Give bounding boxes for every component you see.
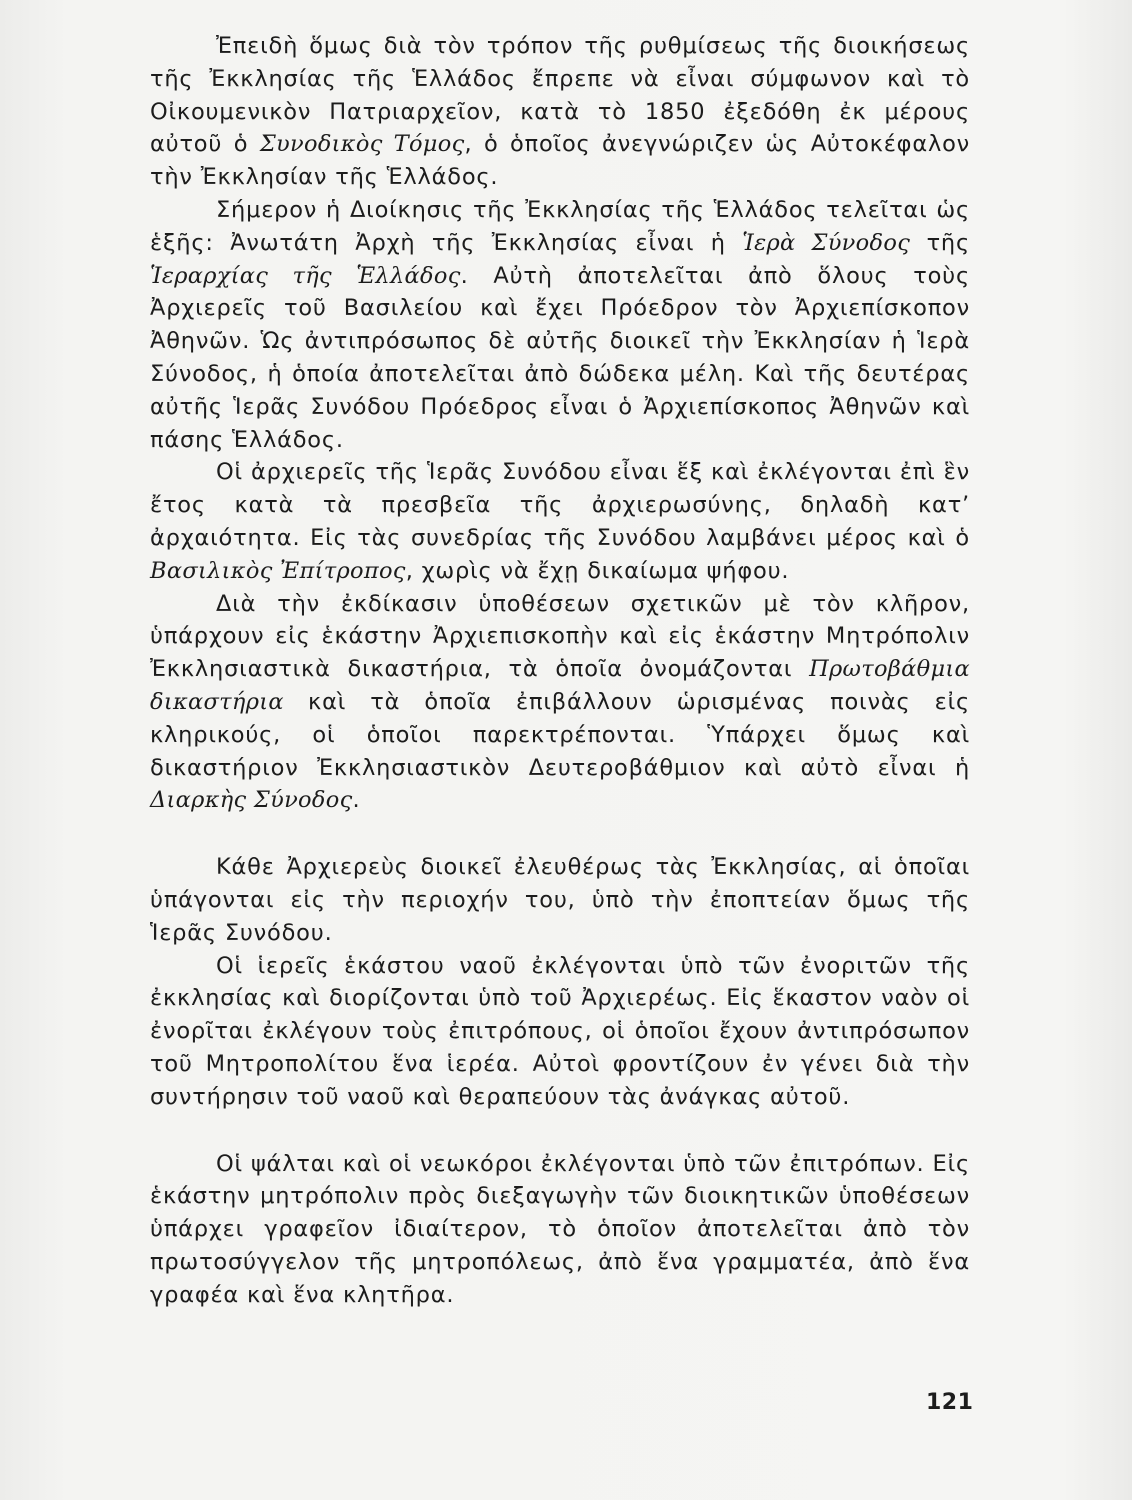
text-run: Ἐπειδὴ ὅμως διὰ τὸν τρόπον τῆς ρυθμίσεως τῆς διοικήσεως τῆς Ἐκκλησίας τῆς Ἑλλάδος ἔπρεπε νὰ εἶναι σύμφωνον καὶ τὸ Οἰκουμενικὸν Πατριαρχεῖον, κατὰ τὸ 1850 ἐξεδόθη ἐκ μέρους αὐτοῦ ὁ	[150, 33, 970, 158]
paragraph	[150, 30, 970, 194]
paragraph	[150, 456, 970, 587]
paragraph	[150, 588, 970, 818]
italic-term: Διαρκὴς Σύνοδος	[150, 787, 353, 814]
paragraph	[150, 1148, 970, 1312]
text-run: Οἱ ψάλται καὶ οἱ νεωκόροι ἐκλέγονται ὑπὸ τῶν ἐπιτρόπων. Εἰς ἑκάστην μητρόπολιν πρὸς διεξαγωγὴν τῶν διοικητικῶν ὑποθέσεων ὑπάρχει γραφεῖον ἰδιαίτερον, τὸ ὁποῖον ἀποτελεῖται ἀπὸ τὸν πρωτοσύγγελον τῆς μητροπόλεως, ἀπὸ ἕνα γραμματέα, ἀπὸ ἕνα γραφέα καὶ ἕνα κλητῆρα.	[150, 1150, 970, 1308]
text-run: Κάθε Ἀρχιερεὺς διοικεῖ ἐλευθέρως τὰς Ἐκκλησίας, αἱ ὁποῖαι ὑπάγονται εἰς τὴν περιοχήν του, ὑπὸ τὴν ἐποπτείαν ὅμως τῆς Ἱερᾶς Συνόδου.	[150, 854, 970, 946]
text-run: Οἱ ἱερεῖς ἑκάστου ναοῦ ἐκλέγονται ὑπὸ τῶν ἐνοριτῶν τῆς ἐκκλησίας καὶ διορίζονται ὑπὸ τοῦ Ἀρχιερέως. Εἰς ἕκαστον ναὸν οἱ ἐνορῖται ἐκλέγουν τοὺς ἐπιτρόπους, οἱ ὁποῖοι ἔχουν ἀντιπρόσωπον τοῦ Μητροπολίτου ἕνα ἱερέα. Αὐτοὶ φροντίζουν ἐν γένει διὰ τὴν συντήρησιν τοῦ ναοῦ καὶ θεραπεύουν τὰς ἀνάγκας αὐτοῦ.	[150, 952, 970, 1110]
italic-term: Βασιλικὸς Ἐπίτροπος	[150, 557, 406, 584]
text-run: .	[352, 787, 361, 814]
paragraph	[150, 194, 970, 456]
text-run: . Αὐτὴ ἀποτελεῖται ἀπὸ ὅλους τοὺς Ἀρχιερεῖς τοῦ Βασιλείου καὶ ἔχει Πρόεδρον τὸν Ἀρχιεπίσκοπον Ἀθηνῶν. Ὡς ἀντιπρόσωπος δὲ αὐτῆς διοικεῖ τὴν Ἐκκλησίαν ἡ Ἱερὰ Σύνοδος, ἡ ὁποία ἀποτελεῖται ἀπὸ δώδεκα μέλη. Καὶ τῆς δευτέρας αὐτῆς Ἱερᾶς Συνόδου Πρόεδρος εἶναι ὁ Ἀρχιεπίσκοπος Ἀθηνῶν καὶ πάσης Ἑλλάδος.	[150, 262, 970, 453]
italic-term: Ἱεραρχίας τῆς Ἑλλάδος	[150, 262, 461, 289]
text-run: , χωρὶς νὰ ἔχῃ δικαίωμα ψήφου.	[405, 557, 790, 584]
text-run: Διὰ τὴν ἐκδίκασιν ὑποθέσεων σχετικῶν μὲ τὸν κλῆρον, ὑπάρχουν εἰς ἑκάστην Ἀρχιεπισκοπὴν καὶ εἰς ἑκάστην Μητρόπολιν Ἐκκλησιαστικὰ δικαστήρια, τὰ ὁποῖα ὀνομάζονται	[150, 590, 970, 683]
text-run: , ὁ ὁποῖος ἀνεγνώριζεν ὡς Αὐτοκέφαλον τὴν Ἐκκλησίαν τῆς Ἑλλάδος.	[150, 131, 970, 191]
italic-term: Ἱερὰ Σύνοδος	[742, 229, 911, 256]
italic-term: Πρωτοβάθμια δικαστήρια	[150, 656, 970, 715]
text-run: Σήμερον ἡ Διοίκησις τῆς Ἐκκλησίας τῆς Ἑλλάδος τελεῖται ὡς ἑξῆς: Ἀνωτάτη Ἀρχὴ τῆς Ἐκκλησίας εἶναι ἡ	[150, 196, 970, 256]
paragraph	[150, 851, 970, 949]
text-run: τῆς	[910, 229, 970, 256]
text-run: καὶ τὰ ὁποῖα ἐπιβάλλουν ὡρισμένας ποινὰς εἰς κληρικούς, οἱ ὁποῖοι παρεκτρέπονται. Ὑπάρχει ὅμως καὶ δικαστήριον Ἐκκλησιαστικὸν Δευτεροβάθμιον καὶ αὐτὸ εἶναι ἡ	[150, 688, 970, 781]
paragraph	[150, 950, 970, 1114]
page-number: 121	[926, 1390, 974, 1415]
italic-term: Συνοδικὸς Τόμος	[259, 131, 465, 158]
body-text	[150, 30, 970, 1311]
text-run: Οἱ ἀρχιερεῖς τῆς Ἱερᾶς Συνόδου εἶναι ἕξ καὶ ἐκλέγονται ἐπὶ ἓν ἔτος κατὰ τὰ πρεσβεῖα τῆς ἀρχιερωσύνης, δηλαδὴ κατ’ ἀρχαιότητα. Εἰς τὰς συνεδρίας τῆς Συνόδου λαμβάνει μέρος καὶ ὁ	[150, 459, 970, 551]
